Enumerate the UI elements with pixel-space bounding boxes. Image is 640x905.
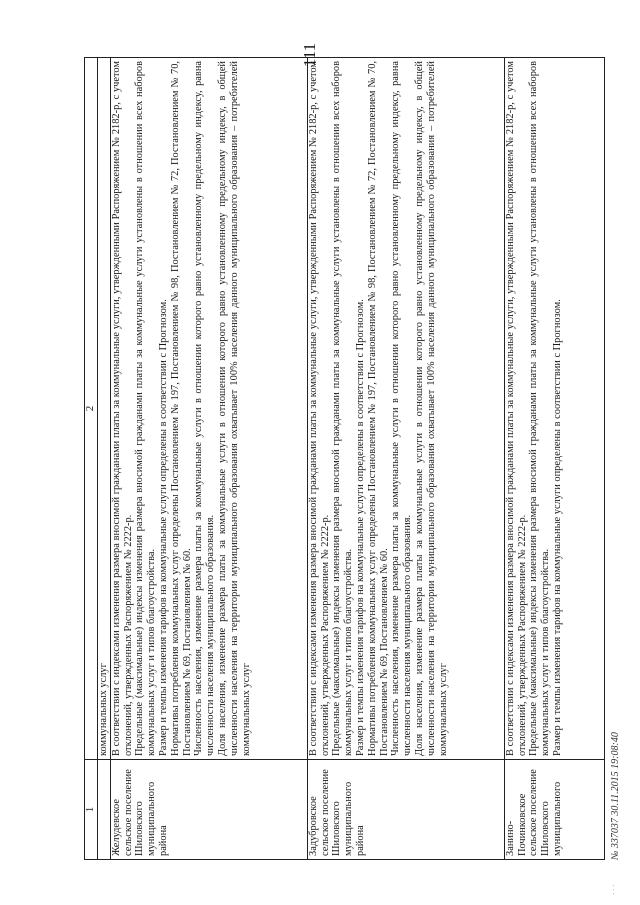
carry-over-text: коммунальных услуг <box>98 58 111 760</box>
region-name: Занино-Починковское сельское поселение Шиловского муниципального <box>504 760 604 860</box>
table-row <box>110 58 307 860</box>
description-line: Нормативы потребления коммунальных услуг определены Постановлением № 197, Постановлением № 98, Постановлением № 72, Постановлением № 70, Постановлением № 69, Постановлением № 60. <box>366 61 390 756</box>
description-line: Предельные (максимальные) индексы изменения размера вносимой гражданами платы за коммунальные услуги установлены в отношении всех наборов коммунальных услуг и типов благоустройства. <box>331 61 355 756</box>
page-number: 111 <box>300 42 319 68</box>
description-line: Численность населения, изменение размера платы за коммунальные услуги в отношении которого равно установленному предельному индексу, равна численности населения муниципального образования. <box>390 61 414 756</box>
document-table <box>84 57 605 860</box>
description-line: Доля населения, изменение размера платы за коммунальные услуги в отношении которого равно установленному предельному индексу, в общей численности населения на территории муниципального образования охватывает 100% населения данного муниципального образования – потребителей коммунальных услуг <box>216 61 252 756</box>
description-line: В соответствии с индексами изменения размера вносимой гражданами платы за коммунальные услуги, утвержденными Распоряжением № 2182-р, с учетом отклонений, утвержденных Распоряжением № 2222-р. <box>504 61 528 756</box>
header-row <box>85 58 98 860</box>
description-line: Численность населения, изменение размера платы за коммунальные услуги в отношении которого равно установленному предельному индексу, равна численности населения муниципального образования. <box>193 61 217 756</box>
description-line: Доля населения, изменение размера платы за коммунальные услуги в отношении которого равно установленному предельному индексу, в общей численности населения на территории муниципального образования охватывает 100% населения данного муниципального образования – потребителей коммунальных услуг <box>413 61 449 756</box>
scan-mark: · · · <box>610 884 618 895</box>
carry-over-empty-cell <box>98 760 111 860</box>
footer-stamp: № 337037 30.11.2015 19:08:40 <box>610 732 621 860</box>
description-line: Размер и темпы изменения тарифов на коммунальные услуги определены в соответствии с Прогнозом. <box>551 299 563 756</box>
table-row <box>504 58 604 860</box>
region-name: Задубровское сельское поселение Шиловского муниципального района <box>307 760 504 860</box>
header-col-2: 2 <box>85 58 98 760</box>
carry-over-row <box>98 58 111 860</box>
description-line: Нормативы потребления коммунальных услуг определены Постановлением № 197, Постановлением № 98, Постановлением № 72, Постановлением № 70, Постановлением № 69, Постановлением № 60. <box>169 61 193 756</box>
region-description <box>504 58 604 760</box>
region-description <box>110 58 307 760</box>
header-col-1: 1 <box>85 760 98 860</box>
description-line: Предельные (максимальные) индексы изменения размера вносимой гражданами платы за коммунальные услуги установлены в отношении всех наборов коммунальных услуг и типов благоустройства. <box>134 61 158 756</box>
description-line: В соответствии с индексами изменения размера вносимой гражданами платы за коммунальные услуги, утвержденными Распоряжением № 2182-р, с учетом отклонений, утвержденных Распоряжением № 2222-р. <box>307 61 331 756</box>
description-line: Размер и темпы изменения тарифов на коммунальные услуги определены в соответствии с Прогнозом. <box>354 299 366 756</box>
description-line: Размер и темпы изменения тарифов на коммунальные услуги определены в соответствии с Прогнозом. <box>157 299 169 756</box>
description-line: В соответствии с индексами изменения размера вносимой гражданами платы за коммунальные услуги, утвержденными Распоряжением № 2182-р, с учетом отклонений, утвержденных Распоряжением № 2222-р. <box>110 61 134 756</box>
description-line: Предельные (максимальные) индексы изменения размера вносимой гражданами платы за коммунальные услуги установлены в отношении всех наборов коммунальных услуг и типов благоустройства. <box>528 61 552 756</box>
region-description <box>307 58 504 760</box>
table-row <box>307 58 504 860</box>
region-name: Желудевское сельское поселение Шиловского муниципального района <box>110 760 307 860</box>
